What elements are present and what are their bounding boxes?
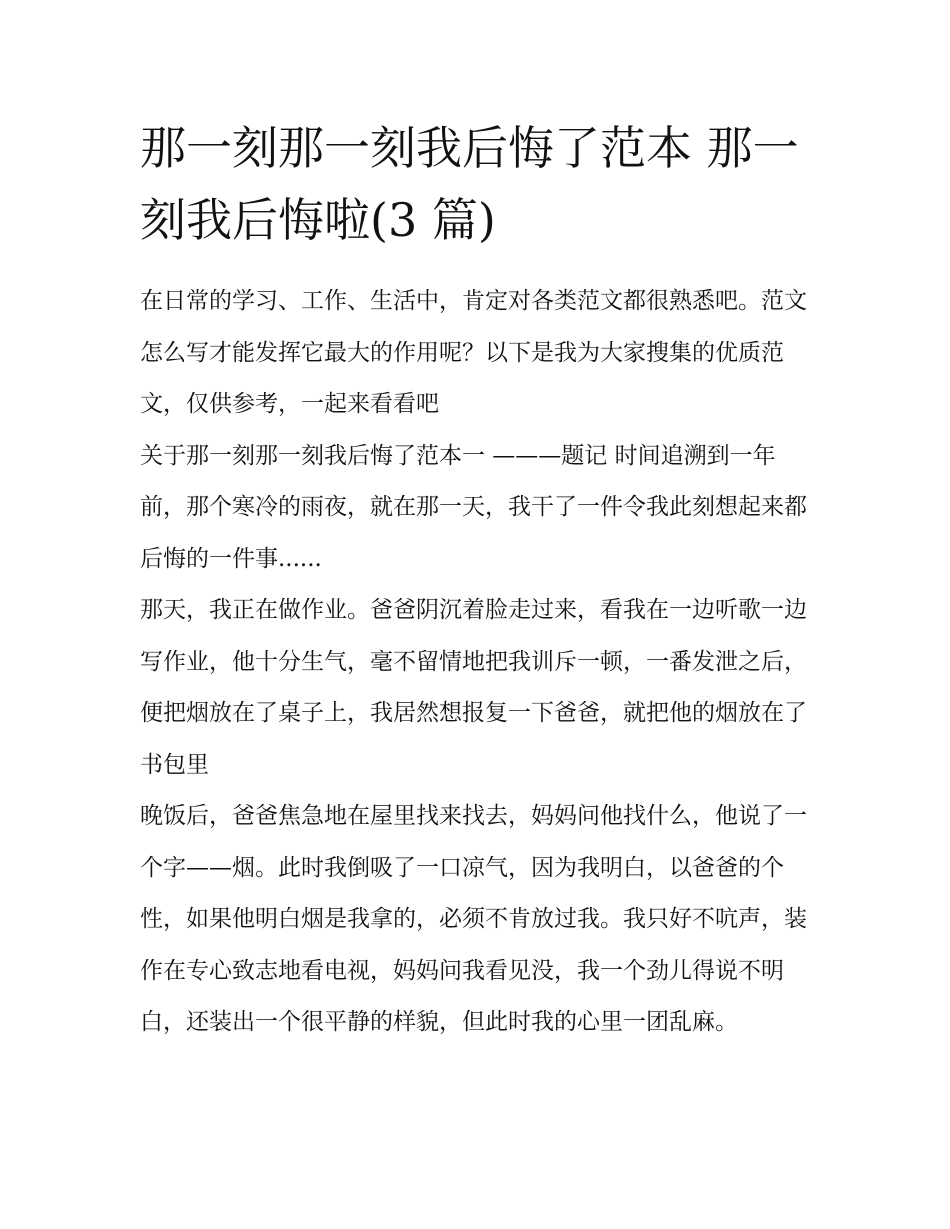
page-title: 那一刻那一刻我后悔了范本 那一刻我后悔啦(3 篇) bbox=[140, 121, 799, 247]
paragraph-that-day: 那天，我正在做作业。爸爸阴沉着脸走过来，看我在一边听歌一边写作业，他十分生气，毫不留情地把我训斥一顿，一番发泄之后，便把烟放在了桌子上，我居然想报复一下爸爸，就把他的烟放在了书包里 bbox=[140, 597, 807, 778]
paragraph-after-dinner: 晚饭后，爸爸焦急地在屋里找来找去，妈妈问他找什么，他说了一个字——烟。此时我倒吸了一口凉气，因为我明白，以爸爸的个性，如果他明白烟是我拿的，必须不肯放过我。我只好不吭声，装作在专心致志地看电视，妈妈问我看见没，我一个劲儿得说不明白，还装出一个很平静的样貌，但此时我的心里一团乱麻。 bbox=[140, 803, 807, 1035]
paragraph-epigraph: 关于那一刻那一刻我后悔了范本一 ———题记 时间追溯到一年前，那个寒冷的雨夜，就在那一天，我干了一件令我此刻想起来都后悔的一件事...... bbox=[140, 442, 807, 572]
paragraph-intro: 在日常的学习、工作、生活中，肯定对各类范文都很熟悉吧。范文怎么写才能发挥它最大的作用呢？以下是我为大家搜集的优质范文，仅供参考，一起来看看吧 bbox=[140, 288, 807, 417]
document-body bbox=[140, 276, 815, 1049]
